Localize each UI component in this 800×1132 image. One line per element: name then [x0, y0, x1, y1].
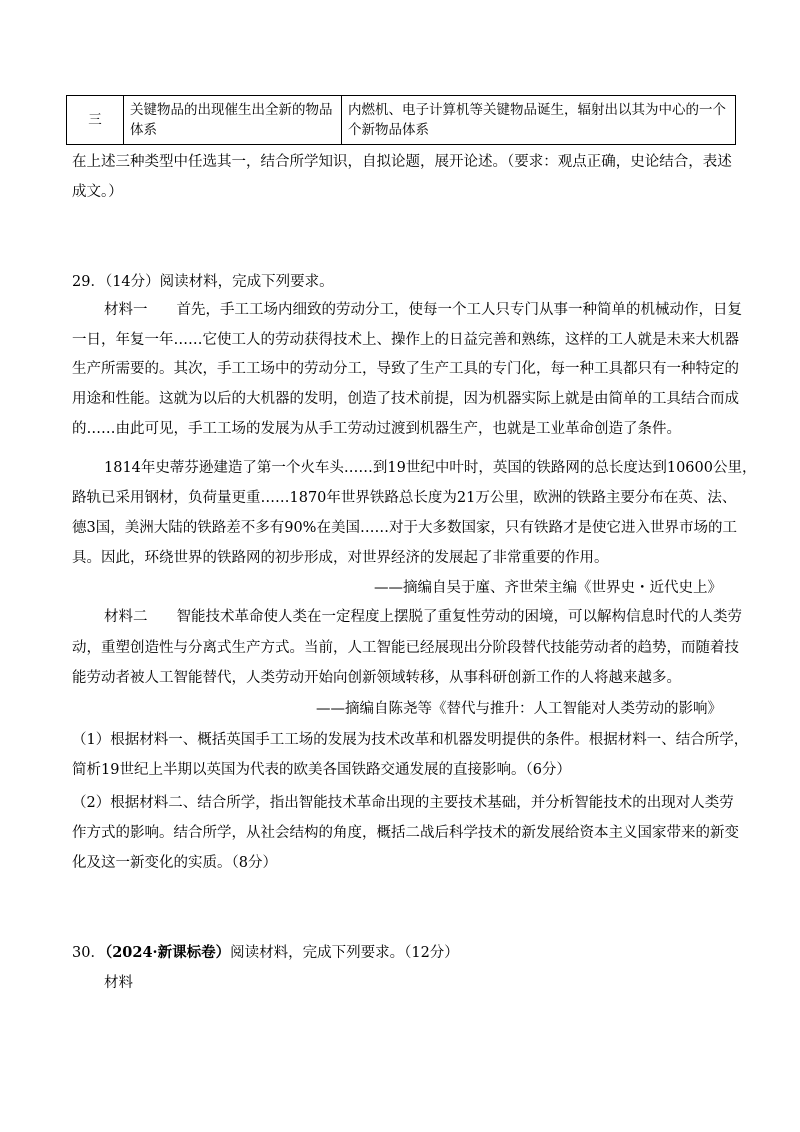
material1-line: 具。因此，环绕世界的铁路网的初步形成，对世界经济的发展起了非常重要的作用。: [72, 550, 609, 566]
q30-header: [72, 941, 459, 962]
table-cell-example: 内燃机、电子计算机等关键物品诞生，辐射出以其为中心的一个个新物品体系: [342, 96, 736, 145]
q29-subquestion-2: （2）根据材料二、结合所学，指出智能技术革命出现的主要技术基础，并分析智能技术的出现对人类劳: [72, 795, 734, 811]
material2-line: 能劳动者被人工智能替代，人类劳动开始向创新领域转移，从事科研创新工作的人将越来越多。: [72, 670, 681, 686]
material1-line: 德3国，美洲大陆的铁路差不多有90%在美国……对于大多数国家，只有铁路才是使它进入世界市场的工: [72, 520, 737, 536]
material1-line: 生产所需要的。其次，手工工场中的劳动分工，导致了生产工具的专门化，每一种工具都只有一种特定的: [72, 361, 739, 377]
material1-source: ——摘编自吴于廑、齐世荣主编《世界史・近代史上》: [374, 580, 722, 596]
material1-line: 用途和性能。这就为以后的大机器的发明，创造了技术前提，因为机器实际上就是由简单的工具结合而成: [72, 391, 739, 407]
material1-line: 材料一 首先，手工工场内细致的劳动分工，使每一个工人只专门从事一种简单的机械动作，日复: [104, 302, 742, 318]
table-row: [67, 96, 736, 145]
material2-line: 动，重塑创造性与分离式生产方式。当前，人工智能已经展现出分阶段替代技能劳动者的趋势，而随着技: [72, 640, 739, 656]
material1-line: 路轨已采用钢材，负荷量更重……1870年世界铁路总长度为21万公里，欧洲的铁路主要分布在英、法、: [72, 490, 737, 506]
material1-line: 1814年史蒂芬逊建造了第一个火车头……到19世纪中叶时，英国的铁路网的总长度达到10600公里，: [104, 460, 757, 476]
q29-subquestion-2: 化及这一新变化的实质。（8分）: [72, 855, 277, 871]
q30-material-label: 材料: [104, 975, 133, 991]
material2-source: ——摘编自陈尧等《替代与推升：人工智能对人类劳动的影响》: [316, 701, 722, 717]
q30-text: 阅读材料，完成下列要求。（12分）: [230, 945, 459, 961]
q29-subquestion-1: 简析19世纪上半期以英国为代表的欧美各国铁路交通发展的直接影响。（6分）: [72, 762, 571, 778]
q30-source: （2024·新课标卷）: [104, 944, 231, 961]
q29-subquestion-1: （1）根据材料一、概括英国手工工场的发展为技术改革和机器发明提供的条件。根据材料一、结合所学，: [72, 732, 749, 748]
table-cell-type: 关键物品的出现催生出全新的物品体系: [124, 96, 342, 145]
material2-line: 材料二 智能技术革命使人类在一定程度上摆脱了重复性劳动的困境，可以解构信息时代的人类劳: [104, 609, 742, 625]
q29-subquestion-2: 作方式的影响。结合所学，从社会结构的角度，概括二战后科学技术的新发展给资本主义国家带来的新变: [72, 825, 739, 841]
q30-number: 30．: [72, 945, 105, 961]
task-instruction-line: 在上述三种类型中任选其一，结合所学知识，自拟论题，展开论述。（要求：观点正确，史论结合，表述: [72, 154, 732, 170]
types-table: [66, 95, 736, 145]
task-instruction-line: 成文。）: [72, 184, 123, 200]
q29-header: 29．（14分）阅读材料，完成下列要求。: [72, 274, 334, 290]
material1-line: 的……由此可见，手工工场的发展为从手工劳动过渡到机器生产，也就是工业革命创造了条件。: [72, 421, 681, 437]
table-cell-number: 三: [67, 96, 124, 145]
material1-line: 一日，年复一年……它使工人的劳动获得技术上、操作上的日益完善和熟练，这样的工人就是未来大机器: [72, 332, 739, 348]
